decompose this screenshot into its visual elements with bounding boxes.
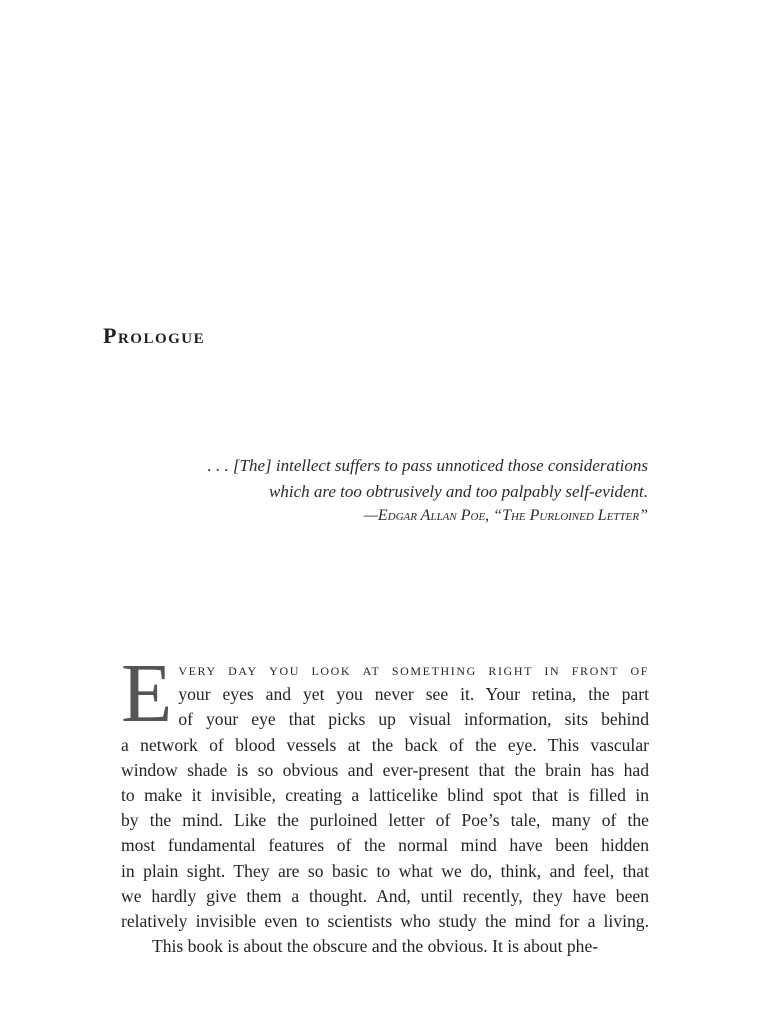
- body-line-8: most fundamental features of the normal mind have been hidden: [121, 835, 649, 856]
- body-line-7: by the mind. Like the purloined letter of Poe’s tale, many of the: [121, 810, 649, 831]
- body-line-1: very day you look at something right in front of: [178, 659, 649, 679]
- drop-cap: E: [121, 647, 173, 740]
- body-line-10: we hardly give them a thought. And, until recently, they have been: [121, 885, 649, 906]
- epigraph-attribution: —Edgar Allan Poe, “The Purloined Letter”: [363, 507, 648, 524]
- chapter-title: Prologue: [103, 323, 206, 348]
- body-text: [121, 647, 649, 959]
- body-line-2: your eyes and yet you never see it. Your retina, the part: [178, 684, 649, 705]
- body-line-4: a network of blood vessels at the back of the eye. This vascular: [121, 734, 649, 755]
- body-line-6: to make it invisible, creating a latticelike blind spot that is filled in: [121, 784, 649, 805]
- body-line-11: relatively invisible even to scientists who study the mind for a living.: [121, 910, 649, 931]
- body-line-5: window shade is so obvious and ever-present that the brain has had: [121, 759, 649, 780]
- paragraph-2: This book is about the obscure and the obvious. It is about phe-: [152, 936, 599, 957]
- epigraph: [88, 453, 648, 527]
- epigraph-line-2: which are too obtrusively and too palpably self-evident.: [269, 482, 648, 501]
- body-line-9: in plain sight. They are so basic to what we do, think, and feel, that: [121, 860, 649, 881]
- epigraph-line-1: . . . [The] intellect suffers to pass unnoticed those considerations: [207, 456, 648, 475]
- body-line-3: of your eye that picks up visual information, sits behind: [178, 709, 649, 730]
